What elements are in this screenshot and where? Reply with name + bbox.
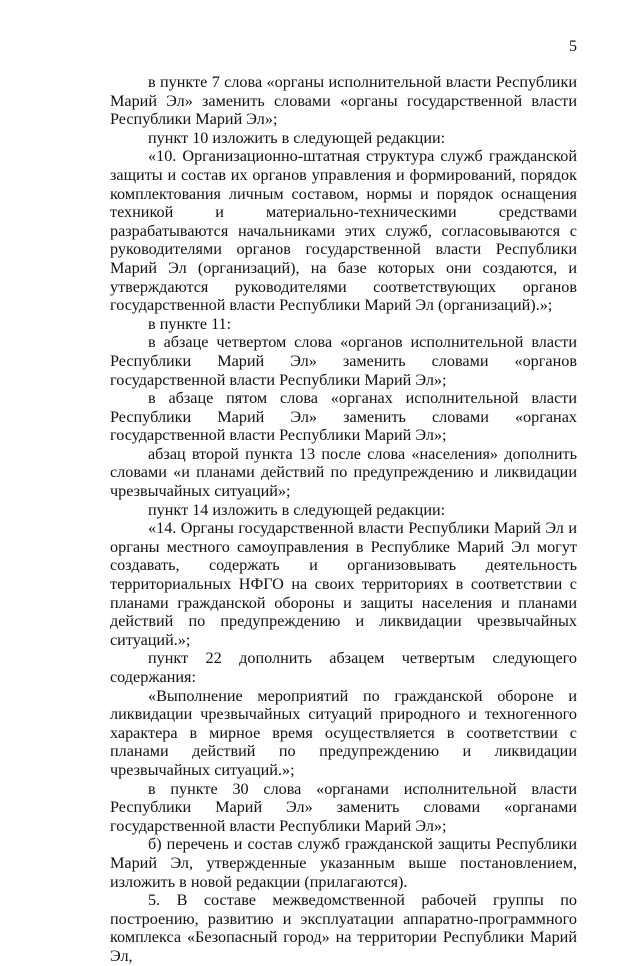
paragraph: в абзаце четвертом слова «органов исполнительной власти Республики Марий Эл» заменить словами «органов государственной власти Республики Марий Эл»; <box>110 333 577 389</box>
paragraph: 5. В составе межведомственной рабочей группы по построению, развитию и эксплуатации аппаратно-программного комплекса «Безопасный город» на территории Республики Марий Эл, <box>110 891 577 965</box>
paragraph: пункт 22 дополнить абзацем четвертым следующего содержания: <box>110 649 577 686</box>
paragraph: абзац второй пункта 13 после слова «населения» дополнить словами «и планами действий по предупреждению и ликвидации чрезвычайных ситуаций»; <box>110 444 577 501</box>
paragraph: в пункте 7 слова «органы исполнительной власти Республики Марий Эл» заменить словами «органы государственной власти Республики Марий Эл»; <box>110 73 577 129</box>
paragraph: «Выполнение мероприятий по гражданской обороне и ликвидации чрезвычайных ситуаций природного и техногенного характера в мирное время осуществляется в соответствии с планами действий по предупреждению и ликвидации чрезвычайных ситуаций.»; <box>110 686 577 779</box>
paragraph: б) перечень и состав служб гражданской защиты Республики Марий Эл, утвержденные указанным выше постановлением, изложить в новой редакции (прилагаются). <box>110 835 577 891</box>
paragraph: в пункте 30 слова «органами исполнительной власти Республики Марий Эл» заменить словами «органами государственной власти Республики Марий Эл»; <box>110 779 577 835</box>
paragraph: в пункте 11: <box>148 314 232 333</box>
paragraph: «10. Организационно-штатная структура служб гражданской защиты и состав их органов управления и формирований, порядок комплектования личным составом, нормы и порядок оснащения техникой и материально-техническими средствами разрабатываются начальниками этих служб, согласовываются с руководителями органов государственной власти Республики Марий Эл (организаций), на базе которых они создаются, и утверждаются руководителями соответствующих органов государственной власти Республики Марий Эл (организаций).»; <box>110 147 577 315</box>
page-number: 5 <box>569 38 577 55</box>
paragraph: пункт 14 изложить в следующей редакции: <box>148 500 446 519</box>
paragraph: в абзаце пятом слова «органах исполнительной власти Республики Марий Эл» заменить словами «органах государственной власти Республики Марий Эл»; <box>110 389 577 445</box>
paragraph: пункт 10 изложить в следующей редакции: <box>148 128 446 147</box>
paragraph: «14. Органы государственной власти Республики Марий Эл и органы местного самоуправления в Республике Марий Эл могут создавать, содержать и организовывать деятельность территориальных НФГО на своих территориях в соответствии с планами гражданской обороны и защиты населения и планами действий по предупреждению и ликвидации чрезвычайных ситуаций.»; <box>110 519 577 649</box>
document-body <box>110 73 577 966</box>
